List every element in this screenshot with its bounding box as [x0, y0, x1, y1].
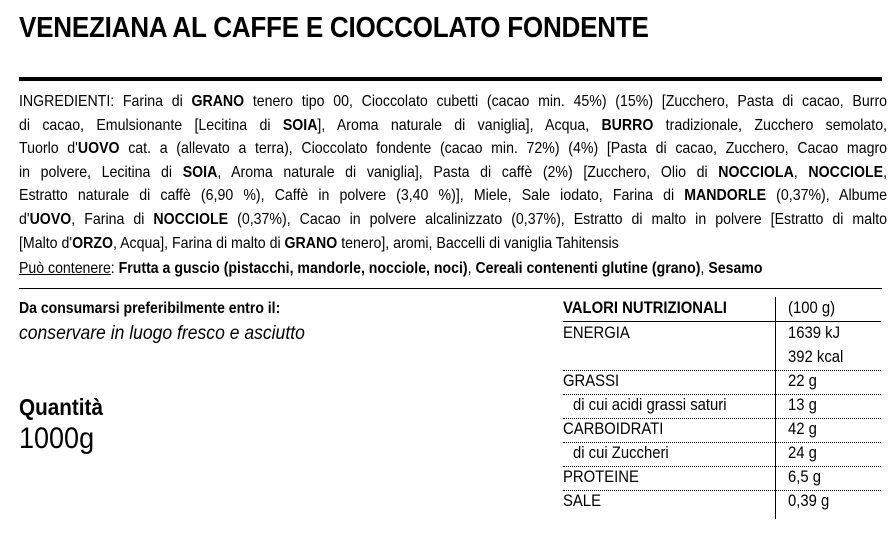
nutrition-row — [563, 322, 881, 346]
nutrient-value: 24 g — [788, 444, 817, 462]
nutrition-row-separator — [563, 370, 881, 371]
nutrition-row — [563, 346, 881, 370]
quantity-label: Quantità — [19, 394, 103, 420]
nutrient-label: di cui Zuccheri — [573, 444, 669, 462]
quantity-value: 1000g — [19, 422, 95, 455]
ingredients-line — [19, 90, 887, 114]
nutrition-row-separator — [563, 394, 881, 395]
ingredient-text: (0,37%), Albume — [766, 187, 888, 205]
nutrient-value: 22 g — [788, 372, 817, 390]
ingredients-line — [19, 184, 887, 208]
allergen-separator: , — [467, 260, 476, 277]
nutrient-value: 42 g — [788, 420, 817, 438]
nutrient-label: di cui acidi grassi saturi — [573, 396, 727, 414]
allergen-highlight: MANDORLE — [684, 187, 767, 205]
best-before-label: Da consumarsi preferibilmente entro il: — [19, 300, 281, 317]
nutrition-row — [563, 370, 881, 394]
section-divider — [19, 288, 882, 289]
nutrient-value: 6,5 g — [788, 468, 822, 486]
allergen-separator: , — [700, 260, 709, 277]
allergens-label: Può contenere — [19, 260, 111, 277]
title-divider — [19, 77, 882, 81]
ingredient-text: di cacao, Emulsionante [Lecitina di — [19, 116, 283, 134]
nutrient-label: CARBOIDRATI — [563, 420, 664, 438]
allergen-item: Cereali contenenti glutine (grano) — [475, 260, 701, 277]
nutrition-header-row — [563, 297, 881, 321]
ingredients-line — [19, 137, 887, 161]
ingredients-line — [19, 161, 887, 185]
ingredient-text: d' — [19, 210, 30, 228]
nutrient-value: 1639 kJ — [788, 324, 841, 342]
nutrient-value: 13 g — [788, 396, 817, 414]
ingredient-text: tenero tipo 00, Cioccolato cubetti (cacao min. 45%) (15%) [Zucchero, Pasta di cacao, Burro — [244, 93, 888, 110]
ingredients-text — [19, 90, 887, 255]
nutrition-row — [563, 466, 881, 490]
ingredient-text: tenero], aromi, Baccelli di vaniglia Tahitensis — [337, 234, 619, 252]
nutrient-value: 0,39 g — [788, 492, 830, 510]
ingredient-text: , Farina di — [71, 210, 154, 228]
ingredient-text: cat. a (allevato a terra), Cioccolato fondente (cacao min. 72%) (4%) [Pasta di cacao, Zucchero, Cacao magro — [119, 140, 888, 158]
nutrient-label: ENERGIA — [563, 324, 630, 342]
nutrition-row — [563, 418, 881, 442]
allergen-highlight: NOCCIOLE — [153, 210, 229, 228]
ingredient-text: , — [793, 163, 809, 181]
ingredient-text: , Acqua], Farina di malto di — [112, 234, 285, 252]
allergen-items — [119, 260, 763, 277]
nutrition-row — [563, 490, 881, 514]
allergen-highlight: ORZO — [72, 234, 113, 252]
nutrient-label: PROTEINE — [563, 468, 639, 486]
ingredient-text: Estratto naturale di caffè (6,90 %), Caffè in polvere (3,40 %)], Miele, Sale iodato, Farina di — [19, 187, 685, 205]
ingredients-line — [19, 232, 887, 256]
ingredient-text: Tuorlo d' — [19, 140, 78, 158]
ingredients-line — [19, 114, 887, 138]
ingredient-text: (0,37%), Cacao in polvere alcalinizzato (0,37%), Estratto di malto in polvere [Estratto di malto — [228, 210, 888, 228]
nutrition-row — [563, 442, 881, 466]
nutrition-row — [563, 394, 881, 418]
allergen-item: Frutta a guscio (pistacchi, mandorle, nocciole, noci) — [118, 260, 468, 277]
ingredient-text: tradizionale, Zucchero semolato, — [653, 116, 888, 134]
allergen-highlight: UOVO — [77, 140, 120, 158]
ingredient-text: , — [883, 163, 888, 181]
allergen-highlight: SOIA — [182, 163, 218, 181]
nutrition-row-separator — [563, 466, 881, 467]
allergen-highlight: UOVO — [29, 210, 72, 228]
allergen-highlight: GRANO — [191, 93, 245, 110]
ingredient-text: , Aroma naturale di vaniglia], Pasta di caffè (2%) [Zucchero, Olio di — [217, 163, 719, 181]
allergen-highlight: GRANO — [284, 234, 338, 252]
allergen-item: Sesamo — [708, 260, 763, 277]
nutrient-label: GRASSI — [563, 372, 620, 390]
ingredient-text: INGREDIENTI: Farina di — [19, 93, 192, 110]
nutrition-header-value: (100 g) — [788, 299, 836, 317]
nutrition-row-separator — [563, 490, 881, 491]
allergens-colon: : — [110, 260, 119, 277]
ingredients-line — [19, 208, 887, 232]
allergens-text — [19, 260, 762, 278]
allergen-highlight: NOCCIOLE — [808, 163, 884, 181]
nutrition-header-label: VALORI NUTRIZIONALI — [563, 299, 727, 317]
allergen-highlight: NOCCIOLA — [718, 163, 794, 181]
storage-note: conservare in luogo fresco e asciutto — [19, 322, 305, 344]
nutrition-row-separator — [563, 442, 881, 443]
nutrient-label: SALE — [563, 492, 601, 510]
nutrition-row-separator — [563, 418, 881, 419]
ingredient-text: [Malto d' — [19, 234, 73, 252]
allergen-highlight: SOIA — [282, 116, 318, 134]
nutrient-value: 392 kcal — [788, 348, 844, 366]
ingredient-text: in polvere, Lecitina di — [19, 163, 183, 181]
ingredient-text: ], Aroma naturale di vaniglia], Acqua, — [317, 116, 602, 134]
product-title: VENEZIANA AL CAFFE E CIOCCOLATO FONDENTE — [19, 12, 649, 44]
allergen-highlight: BURRO — [601, 116, 654, 134]
